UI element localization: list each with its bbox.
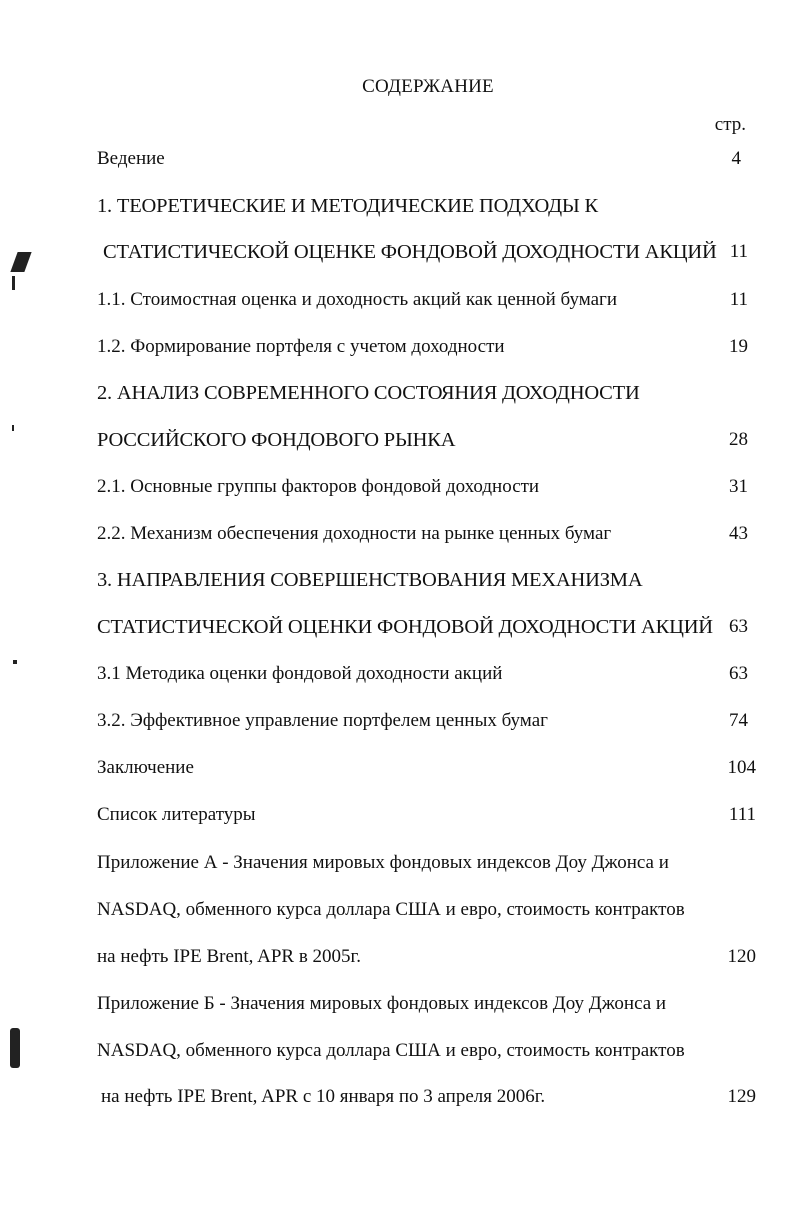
scan-artifact (12, 425, 14, 431)
scan-artifact (10, 252, 31, 272)
toc-entry-page: 120 (727, 946, 756, 967)
toc-section-heading: 1. ТЕОРЕТИЧЕСКИЕ И МЕТОДИЧЕСКИЕ ПОДХОДЫ К (97, 195, 598, 217)
toc-entry-page: 43 (729, 523, 748, 544)
toc-entry-text: 2.2. Механизм обеспечения доходности на рынке ценных бумаг (97, 523, 612, 544)
toc-section-heading: 2. АНАЛИЗ СОВРЕМЕННОГО СОСТОЯНИЯ ДОХОДНОСТИ (97, 382, 640, 404)
toc-entry-text: Приложение А - Значения мировых фондовых индексов Доу Джонса и (97, 852, 669, 873)
scan-artifact (13, 660, 17, 664)
toc-entry-text: NASDAQ, обменного курса доллара США и евро, стоимость контрактов (97, 1040, 685, 1061)
toc-section-heading: РОССИЙСКОГО ФОНДОВОГО РЫНКА (97, 429, 456, 451)
toc-entry-text: 3.2. Эффективное управление портфелем ценных бумаг (97, 710, 548, 731)
page-title: СОДЕРЖАНИЕ (362, 76, 494, 97)
toc-section-heading: 3. НАПРАВЛЕНИЯ СОВЕРШЕНСТВОВАНИЯ МЕХАНИЗМА (97, 569, 643, 591)
toc-entry-page: 74 (729, 710, 748, 731)
toc-entry-text: Заключение (97, 757, 194, 778)
toc-entry-page: 31 (729, 476, 748, 497)
toc-entry-page: 111 (728, 804, 756, 825)
toc-entry-page: 11 (729, 289, 748, 310)
toc-entry-text: на нефть IPE Brent, APR с 10 января по 3 апреля 2006г. (101, 1086, 546, 1107)
scan-artifact (10, 1028, 20, 1068)
toc-entry-page: 19 (729, 336, 748, 357)
toc-section-heading: СТАТИСТИЧЕСКОЙ ОЦЕНКЕ ФОНДОВОЙ ДОХОДНОСТИ АКЦИЙ (103, 241, 717, 263)
toc-entry-text: 3.1 Методика оценки фондовой доходности акций (97, 663, 503, 684)
toc-entry-page: 28 (729, 429, 748, 450)
toc-entry-text: 2.1. Основные группы факторов фондовой доходности (97, 476, 540, 497)
toc-entry-text: на нефть IPE Brent, APR в 2005г. (97, 946, 361, 967)
page-column-header: стр. (714, 114, 746, 135)
toc-entry-page: 63 (729, 616, 748, 637)
toc-section-heading: СТАТИСТИЧЕСКОЙ ОЦЕНКИ ФОНДОВОЙ ДОХОДНОСТИ АКЦИЙ (97, 616, 713, 638)
scan-artifact (12, 276, 15, 290)
toc-entry-text: Список литературы (97, 804, 256, 825)
toc-entry-text: 1.2. Формирование портфеля с учетом доходности (97, 336, 505, 357)
toc-entry-page: 11 (729, 241, 748, 262)
toc-entry-page: 129 (727, 1086, 756, 1107)
toc-entry-text: 1.1. Стоимостная оценка и доходность акций как ценной бумаги (97, 289, 618, 310)
toc-entry-page: 63 (729, 663, 748, 684)
toc-entry-page: 4 (731, 148, 741, 169)
toc-entry-page: 104 (727, 757, 756, 778)
toc-entry-text: Приложение Б - Значения мировых фондовых индексов Доу Джонса и (97, 993, 667, 1014)
toc-entry-text: Ведение (97, 148, 165, 169)
toc-entry-text: NASDAQ, обменного курса доллара США и евро, стоимость контрактов (97, 899, 685, 920)
